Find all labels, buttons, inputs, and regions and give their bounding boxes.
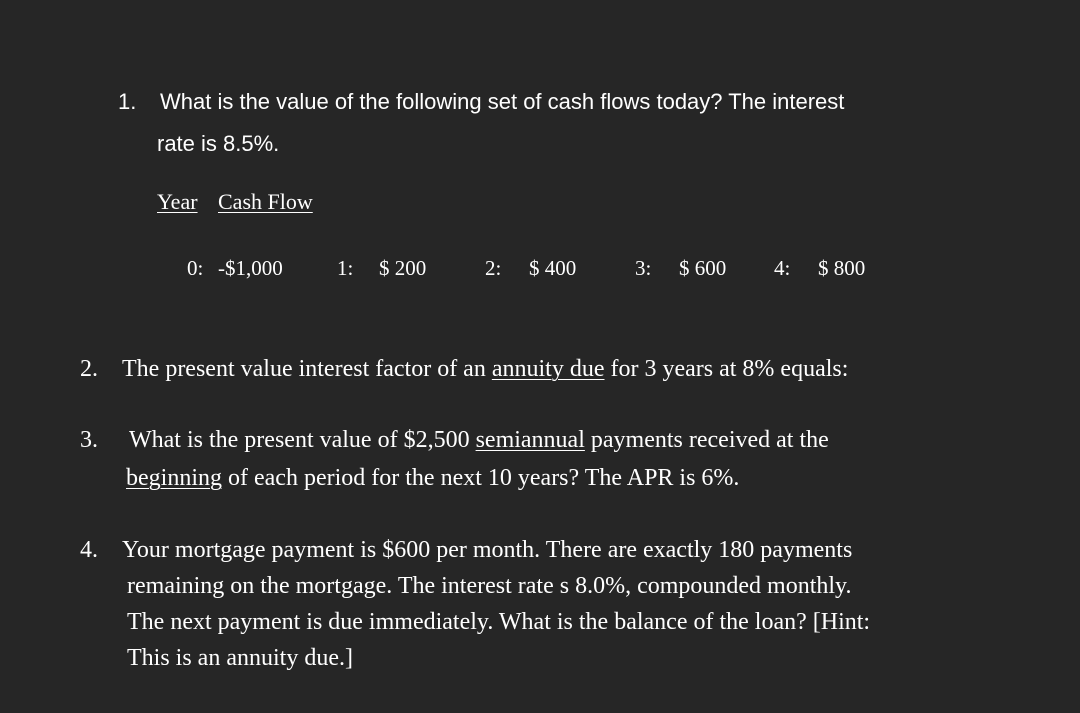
- question-3-number: 3.: [80, 427, 98, 453]
- cash-flow-year-3: 3:: [635, 256, 652, 280]
- semiannual-emphasis: semiannual: [475, 427, 585, 453]
- question-4-number: 4.: [80, 537, 98, 563]
- question-2-text: [122, 356, 848, 383]
- question-2-number: 2.: [80, 356, 98, 382]
- question-4-line-4: This is an annuity due.]: [127, 645, 353, 671]
- question-1-line-2: rate is 8.5%.: [157, 131, 280, 156]
- question-2-text-start: The present value interest factor of an: [122, 356, 492, 382]
- question-3-line-1-start: What is the present value of $2,500: [129, 427, 476, 453]
- cash-flow-year-4: 4:: [774, 256, 791, 280]
- question-2-text-end: for 3 years at 8% equals:: [604, 356, 849, 382]
- question-3-line-2-end: of each period for the next 10 years? The APR is 6%.: [222, 465, 740, 491]
- cash-flow-year-2: 2:: [485, 256, 502, 280]
- cash-flow-year-1: 1:: [337, 256, 354, 280]
- question-3-line-2: [126, 465, 739, 492]
- cash-flow-amount-2: $ 400: [529, 256, 577, 280]
- beginning-emphasis: beginning: [126, 465, 222, 491]
- question-4-line-1: Your mortgage payment is $600 per month. There are exactly 180 payments: [122, 537, 853, 563]
- question-3-line-1-end: payments received at the: [584, 427, 829, 453]
- question-1-line-1: What is the value of the following set of cash flows today? The interest: [160, 89, 845, 114]
- cash-flow-amount-0: -$1,000: [218, 256, 283, 280]
- cash-flow-header-year: Year: [157, 189, 198, 214]
- cash-flow-year-0: 0:: [187, 256, 204, 280]
- cash-flow-amount-1: $ 200: [379, 256, 427, 280]
- cash-flow-amount-3: $ 600: [679, 256, 727, 280]
- annuity-due-emphasis: annuity due: [491, 356, 605, 382]
- question-4-line-3: The next payment is due immediately. What is the balance of the loan? [Hint:: [127, 609, 871, 635]
- question-4-line-2: remaining on the mortgage. The interest rate s 8.0%, compounded monthly.: [127, 573, 852, 599]
- cash-flow-header-amount: Cash Flow: [218, 189, 313, 214]
- question-3-line-1: [129, 427, 829, 454]
- cash-flow-amount-4: $ 800: [818, 256, 866, 280]
- question-1-number: 1.: [118, 89, 137, 114]
